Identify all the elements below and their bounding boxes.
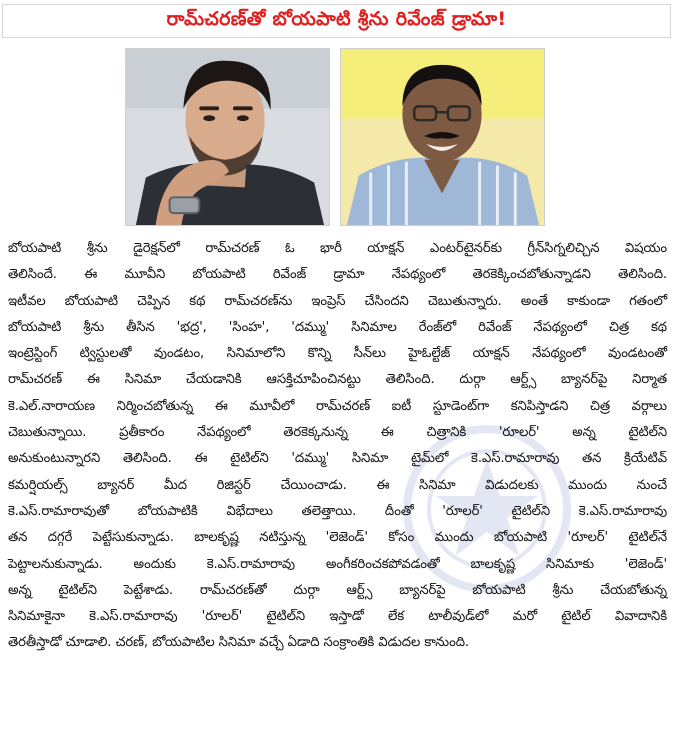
article-body: [8, 236, 667, 657]
person-photo-young-man-icon: [126, 49, 329, 225]
article-line: అనుకుంటున్నారని తెలిసింది. ఈ టైటిల్‌ని 'దమ్ము' సినిమా టైమ్‌లో కె.ఎస్.రామారావు తన క్రియేటివ్: [8, 451, 667, 467]
article-line: ఇంట్రెస్టింగ్ ట్విస్టులతో వుండటం, సినిమాలోని కొన్ని సీన్‌లు హైఓల్టేజ్ యాక్షన్ నేపథ్యంలో వుండటంతో: [8, 346, 667, 362]
article-line: తెరతీస్తాడో చూడాలి. చరణ్, బోయపాటిల సినిమా వచ్చే ఏడాది సంక్రాంతికి విడుదల కానుంది.: [8, 635, 469, 651]
article-line: తన దగ్గరే పెట్టేసుకున్నాడు. బాలకృష్ణ నటిస్తున్న 'లెజెండ్' కోసం ముందు బోయపాటి 'రూలర్' టైటిల్‌నే: [8, 530, 667, 546]
article-line: పెట్టాలనుకున్నాడు. అందుకు కె.ఎస్.రామారావు అంగీకరించకపోవడంతో బాలకృష్ణ సినిమాకు 'లెజెండ్': [8, 556, 667, 572]
photo-right: [340, 48, 545, 226]
article-line: రామ్‌చరణ్ ఈ సినిమా చేయడానికి ఆసక్తిచూపించినట్టు తెలిసింది. దుర్గా ఆర్ట్స్ బ్యానర్‌పై నిర్మాత: [8, 372, 667, 388]
article-line: కమర్షియల్స్ బ్యానర్ మీద రిజిస్టర్ చేయించాడు. ఈ సినిమా విడుదలకు ముందు నుంచే: [8, 477, 667, 493]
person-photo-smiling-man-icon: [341, 49, 544, 225]
article-line: అన్న టైటిల్‌ని పెట్టేశాడు. రామ్‌చరణ్‌తో దుర్గా ఆర్ట్స్ బ్యానర్‌పై బోయపాటి శ్రీను చేయబోతున్న: [8, 582, 667, 598]
article-headline: రామ్‌చరణ్‌తో బోయపాటి శ్రీను రివేంజ్ డ్రామా!: [166, 7, 507, 30]
article-line: ఇటీవల బోయపాటి చెప్పిన కథ రామ్‌చరణ్‌ను ఇంప్రెస్ చేసిందని చెబుతున్నారు. అంతే కాకుండా గతంలో: [8, 293, 667, 309]
article-line: తెలిసిందే. ఈ మూవీని బోయపాటి రివేంజ్ డ్రామా నేపథ్యంలో తెరకెక్కించబోతున్నాడని తెలిసింది.: [8, 267, 667, 283]
article-line: కె.ఎస్.రామారావుతో బోయపాటికి విభేదాలు తలెత్తాయి. దీంతో 'రూలర్' టైటిల్‌ని కె.ఎస్.రామారావు: [8, 503, 667, 519]
article-line: సినిమాకైనా కె.ఎస్.రామారావు 'రూలర్' టైటిల్‌ని ఇస్తాడో లేక టాలీవుడ్‌లో మరో టైటిల్ వివాదానికి: [8, 609, 667, 625]
article-line: కె.ఎల్.నారాయణ నిర్మించబోతున్న ఈ మూవీలో రామ్‌చరణ్ ఐటీ స్టూడెంట్‌గా కనిపిస్తాడని చిత్ర వర్గాలు: [8, 398, 667, 414]
article-line: చెబుతున్నాయి. ప్రతీకారం నేపథ్యంలో తెరకెక్కనున్న ఈ చిత్రానికి 'రూలర్' అన్న టైటిల్‌ని: [8, 425, 667, 441]
photo-left: [125, 48, 330, 226]
article-line: బోయపాటి శ్రీను తీసిన 'భద్ర', 'సింహ', 'దమ్ము' సినిమాల రేంజ్‌లో రివేంజ్ నేపథ్యంలో చిత్ర కథ: [8, 319, 667, 335]
article-line: బోయపాటి శ్రీను డైరెక్షన్‌లో రామ్‌చరణ్ ఓ భారీ యాక్షన్ ఎంటర్‌టైనర్‌కు గ్రీన్‌సిగ్నలిచ్చిన విషయం: [8, 241, 667, 256]
headline-box: [2, 4, 671, 38]
